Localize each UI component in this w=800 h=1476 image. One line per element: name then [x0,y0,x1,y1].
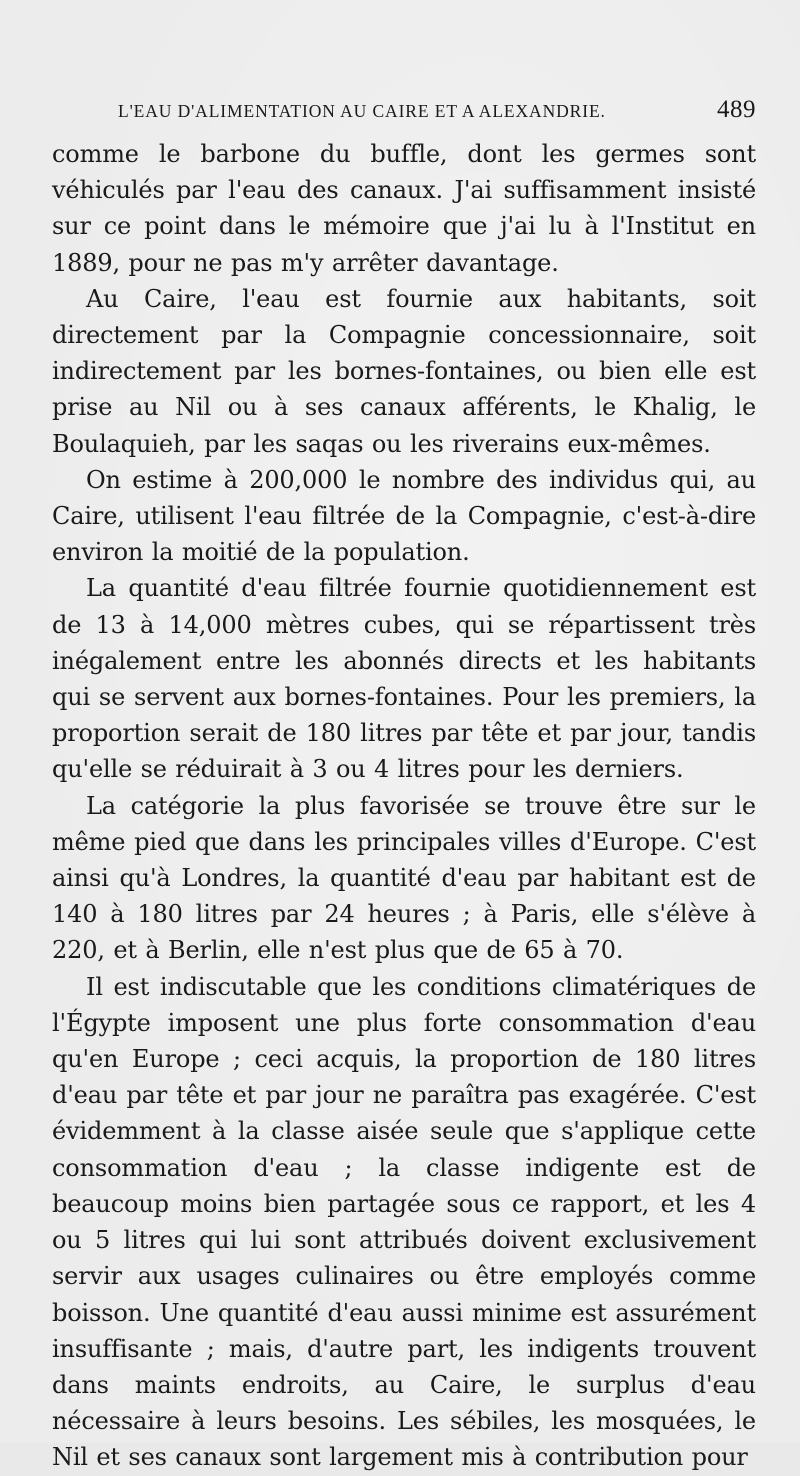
paragraph: La quantité d'eau filtrée fournie quotidiennement est de 13 à 14,000 mètres cubes, qui se répartissent très inégalement entre les abonnés directs et les habitants qui se servent aux bornes-fontaines. Pour les premiers, la proportion serait de 180 litres par tête et par jour, tandis qu'elle se réduirait à 3 ou 4 litres pour les derniers. [52,574,756,784]
paragraph: comme le barbone du buffle, dont les germes sont véhiculés par l'eau des canaux. J'ai suffisamment insisté sur ce point dans le mémoire que j'ai lu à l'Institut en 1889, pour ne pas m'y arrêter davantage. [52,140,756,277]
body-text [52,136,756,1476]
running-title: L'EAU D'ALIMENTATION AU CAIRE ET A ALEXANDRIE. [118,101,606,121]
paragraph: Au Caire, l'eau est fournie aux habitants, soit directement par la Compagnie concessionnaire, soit indirectement par les bornes-fontaines, ou bien elle est prise au Nil ou à ses canaux afférents, le Khalig, le Boulaquieh, par les saqas ou les riverains eux-mêmes. [52,284,756,458]
page-number: 489 [717,96,756,123]
paragraph: Il est indiscutable que les conditions climatériques de l'Égypte imposent une plus forte consommation d'eau qu'en Europe ; ceci acquis, la proportion de 180 litres d'eau par tête et par jour ne paraîtra pas exagérée. C'est évidemment à la classe aisée seule que s'applique cette consommation d'eau ; la classe indigente est de beaucoup moins bien partagée sous ce rapport, et les 4 ou 5 litres qui lui sont attribués doivent exclusivement servir aux usages culinaires ou être employés comme boisson. Une quantité d'eau aussi minime est assurément insuffisante ; mais, d'autre part, les indigents trouvent dans maints endroits, au Caire, le surplus d'eau nécessaire à leurs besoins. Les sébiles, les mosquées, le Nil et ses canaux sont largement mis à contribution pour [52,972,756,1472]
paragraph: On estime à 200,000 le nombre des individus qui, au Caire, utilisent l'eau filtrée de la Compagnie, c'est-à-dire environ la moitié de la population. [52,465,756,567]
page-header [52,96,756,124]
paragraph: La catégorie la plus favorisée se trouve être sur le même pied que dans les principales villes d'Europe. C'est ainsi qu'à Londres, la quantité d'eau par habitant est de 140 à 180 litres par 24 heures ; à Paris, elle s'élève à 220, et à Berlin, elle n'est plus que de 65 à 70. [52,791,756,965]
